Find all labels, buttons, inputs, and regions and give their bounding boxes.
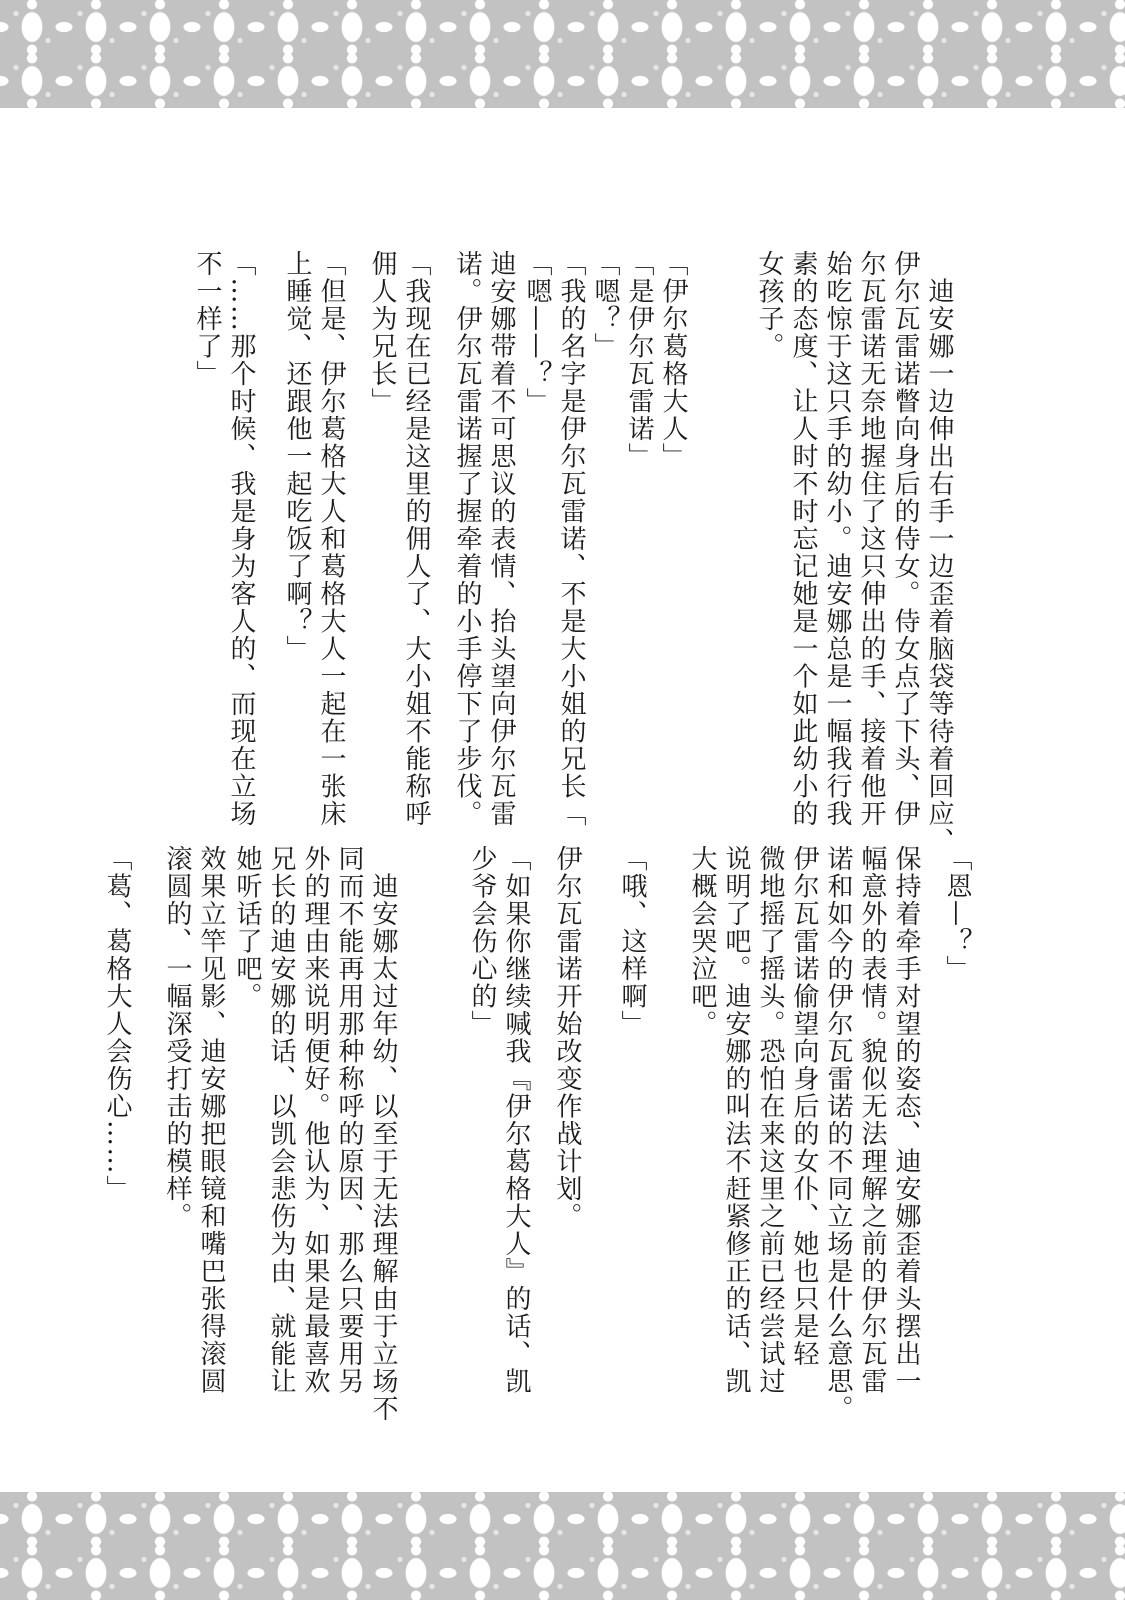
paragraph-4: 伊尔瓦雷诺开始改变作战计划。 xyxy=(552,845,582,1230)
paragraph-2: 迪安娜带着不可思议的表情、抬头望向伊尔瓦雷 诺。伊尔瓦雷诺握了握牵着的小手停下了步伐。 xyxy=(452,250,516,828)
paragraph-1: 迪安娜一边伸出右手一边歪着脑袋等待着回应、 伊尔瓦雷诺瞥向身后的侍女。侍女点了下头、伊 尔瓦雷诺无奈地握住了这只伸出的手、接着他开 始吃惊于这只手的幼小。迪安娜总是一幅我行我 素的态度、让人时不时忘记她是一个如此幼小的 女孩子。 xyxy=(754,250,954,855)
paragraph-6: 效果立竿见影、迪安娜把眼镜和嘴巴张得滚圆 滚圆的、一幅深受打击的模样。 xyxy=(162,845,226,1395)
paragraph-3: 保持着牵手对望的姿态、迪安娜歪着头摆出一 幅意外的表情。貌似无法理解之前的伊尔瓦雷 诺和如今的伊尔瓦雷诺的不同立场是什么意思。 伊尔瓦雷诺偷望向身后的女仆、她也只是轻 微地摇了摇头。恐怕在来这里之前已经尝试过 说明了吧。迪安娜的叫法不赶紧修正的话、凯 大概会哭泣吧。 xyxy=(687,845,921,1423)
dialogue-8: 「葛、葛格大人会伤心……」 xyxy=(102,845,132,1203)
dialogue-block-1: 「伊尔葛格大人」 「是伊尔瓦雷诺」 「嗯？」 「我的名字是伊尔瓦雷诺、不是大小姐的兄长「 「嗯——？」 xyxy=(522,250,688,828)
decorative-border-bottom xyxy=(0,1492,1125,1600)
dialogue-2: 「我现在已经是这里的佣人了、大小姐不能称呼 佣人为兄长」 xyxy=(367,250,431,828)
dialogue-6: 「哦、这样啊」 xyxy=(617,845,647,1038)
decorative-border-top xyxy=(0,0,1125,108)
dialogue-7: 「如果你继续喊我『伊尔葛格大人』的话、凯 少爷会伤心的」 xyxy=(467,845,531,1395)
paragraph-5: 迪安娜太过年幼、以至于无法理解由于立场不 同而不能再用那种称呼的原因、那么只要用另 外的理由来说明便好。他认为、如果是最喜欢 兄长的迪安娜的话、以凯会悲伤为由、就能让 她听话了吧。 xyxy=(232,845,398,1423)
dialogue-5: 「恩—？」 xyxy=(942,845,972,983)
dialogue-3: 「但是、伊尔葛格大人和葛格大人一起在一张床 上睡觉、还跟他一起吃饭了啊？」 xyxy=(282,250,346,828)
dialogue-4: 「……那个时候、我是身为客人的、而现在立场 不一样了」 xyxy=(192,250,256,828)
